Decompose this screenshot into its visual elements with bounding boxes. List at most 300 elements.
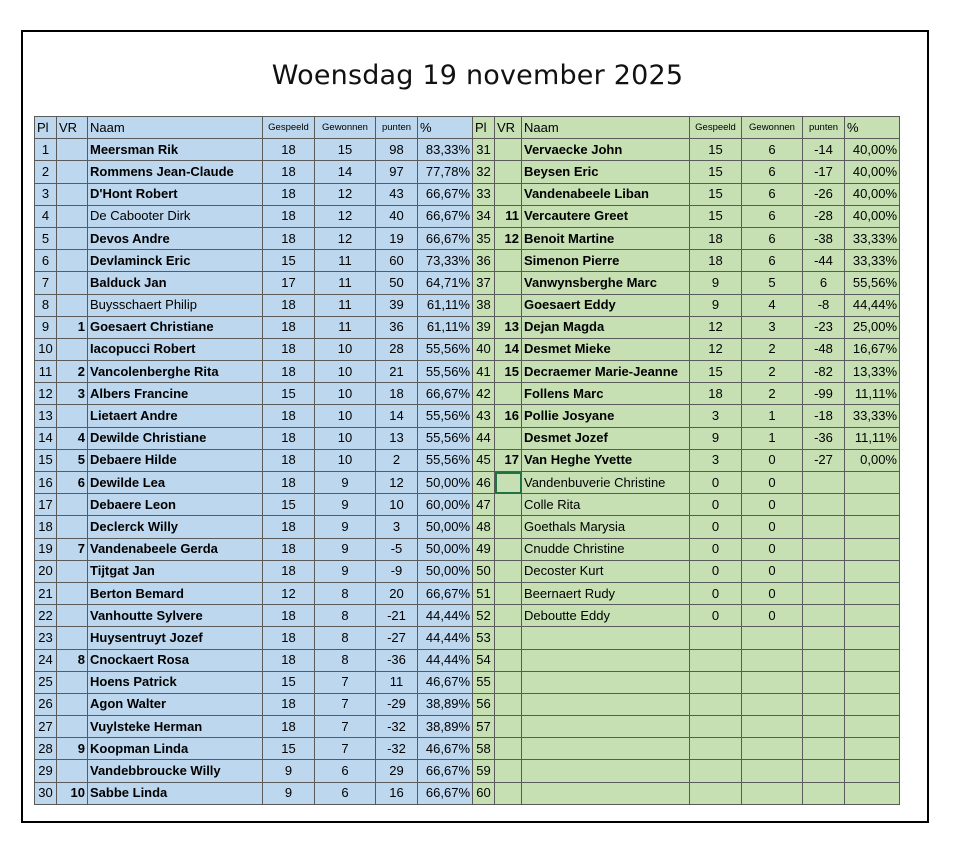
cell-punten[interactable]: -36 [376,649,418,671]
cell-percent[interactable] [845,494,900,516]
cell-punten[interactable] [803,516,845,538]
cell-pl[interactable]: 29 [35,760,57,782]
cell-pl[interactable]: 33 [473,183,495,205]
cell-gespeeld[interactable]: 18 [263,183,315,205]
cell-gespeeld[interactable]: 15 [263,494,315,516]
cell-pl[interactable]: 3 [35,183,57,205]
cell-percent[interactable]: 55,56% [418,427,473,449]
cell-punten[interactable]: 18 [376,383,418,405]
cell-pl[interactable]: 6 [35,250,57,272]
cell-gewonnen[interactable]: 6 [742,250,803,272]
cell-punten[interactable]: 12 [376,472,418,494]
cell-vr[interactable] [57,560,88,582]
cell-naam[interactable]: Vuylsteke Herman [88,716,263,738]
cell-gespeeld[interactable]: 3 [690,449,742,471]
cell-naam[interactable]: Devos Andre [88,227,263,249]
cell-gespeeld[interactable]: 12 [263,582,315,604]
cell-gespeeld[interactable]: 18 [690,383,742,405]
cell-percent[interactable]: 44,44% [845,294,900,316]
cell-gewonnen[interactable]: 0 [742,582,803,604]
cell-gespeeld[interactable]: 18 [263,294,315,316]
cell-punten[interactable]: 28 [376,338,418,360]
cell-percent[interactable]: 66,67% [418,227,473,249]
cell-percent[interactable]: 66,67% [418,383,473,405]
cell-gespeeld[interactable] [690,693,742,715]
cell-pl[interactable]: 49 [473,538,495,560]
cell-pl[interactable]: 34 [473,205,495,227]
cell-percent[interactable]: 44,44% [418,649,473,671]
cell-pl[interactable]: 17 [35,494,57,516]
cell-naam[interactable]: Albers Francine [88,383,263,405]
cell-punten[interactable] [803,605,845,627]
cell-naam[interactable]: Vanhoutte Sylvere [88,605,263,627]
cell-pl[interactable]: 32 [473,161,495,183]
cell-pl[interactable]: 58 [473,738,495,760]
cell-pl[interactable]: 41 [473,361,495,383]
cell-pl[interactable]: 45 [473,449,495,471]
cell-percent[interactable]: 55,56% [418,405,473,427]
cell-naam[interactable]: Debaere Leon [88,494,263,516]
cell-pl[interactable]: 1 [35,139,57,161]
cell-percent[interactable]: 55,56% [845,272,900,294]
cell-percent[interactable]: 40,00% [845,205,900,227]
cell-vr[interactable] [495,472,522,494]
cell-gespeeld[interactable]: 9 [263,782,315,804]
cell-pl[interactable]: 54 [473,649,495,671]
cell-gewonnen[interactable]: 0 [742,538,803,560]
cell-punten[interactable]: -32 [376,738,418,760]
cell-pl[interactable]: 12 [35,383,57,405]
cell-vr[interactable] [57,272,88,294]
cell-percent[interactable]: 38,89% [418,716,473,738]
cell-percent[interactable]: 50,00% [418,472,473,494]
cell-percent[interactable]: 73,33% [418,250,473,272]
cell-vr[interactable]: 8 [57,649,88,671]
cell-percent[interactable]: 50,00% [418,560,473,582]
cell-percent[interactable]: 66,67% [418,760,473,782]
cell-percent[interactable] [845,605,900,627]
cell-vr[interactable] [495,582,522,604]
cell-gespeeld[interactable]: 18 [263,605,315,627]
cell-punten[interactable]: -48 [803,338,845,360]
cell-naam[interactable]: Benoit Martine [522,227,690,249]
cell-gewonnen[interactable]: 2 [742,383,803,405]
cell-vr[interactable]: 14 [495,338,522,360]
cell-gespeeld[interactable]: 18 [263,516,315,538]
cell-gespeeld[interactable]: 9 [690,427,742,449]
cell-percent[interactable] [845,560,900,582]
cell-punten[interactable]: 60 [376,250,418,272]
cell-pl[interactable]: 2 [35,161,57,183]
cell-naam[interactable]: Buysschaert Philip [88,294,263,316]
cell-punten[interactable] [803,560,845,582]
cell-gewonnen[interactable] [742,693,803,715]
cell-percent[interactable]: 33,33% [845,250,900,272]
cell-gespeeld[interactable] [690,716,742,738]
cell-naam[interactable]: Goethals Marysia [522,516,690,538]
cell-vr[interactable]: 4 [57,427,88,449]
cell-gespeeld[interactable]: 12 [690,316,742,338]
cell-naam[interactable] [522,782,690,804]
cell-vr[interactable]: 13 [495,316,522,338]
cell-pl[interactable]: 15 [35,449,57,471]
cell-vr[interactable] [57,405,88,427]
cell-gewonnen[interactable] [742,738,803,760]
cell-gespeeld[interactable] [690,671,742,693]
cell-percent[interactable]: 61,11% [418,316,473,338]
cell-gewonnen[interactable]: 15 [315,139,376,161]
cell-vr[interactable] [495,538,522,560]
cell-pl[interactable]: 24 [35,649,57,671]
cell-gespeeld[interactable]: 18 [263,361,315,383]
cell-percent[interactable]: 0,00% [845,449,900,471]
cell-naam[interactable]: Rommens Jean-Claude [88,161,263,183]
cell-gespeeld[interactable]: 15 [263,671,315,693]
cell-naam[interactable]: Vanwynsberghe Marc [522,272,690,294]
cell-pl[interactable]: 55 [473,671,495,693]
cell-gewonnen[interactable]: 1 [742,405,803,427]
cell-gespeeld[interactable]: 0 [690,560,742,582]
cell-naam[interactable] [522,760,690,782]
cell-naam[interactable]: Meersman Rik [88,139,263,161]
cell-pl[interactable]: 10 [35,338,57,360]
cell-punten[interactable] [803,738,845,760]
cell-percent[interactable]: 55,56% [418,361,473,383]
cell-punten[interactable]: 20 [376,582,418,604]
cell-naam[interactable]: Deboutte Eddy [522,605,690,627]
cell-percent[interactable]: 60,00% [418,494,473,516]
cell-vr[interactable]: 5 [57,449,88,471]
cell-gewonnen[interactable] [742,760,803,782]
cell-pl[interactable]: 59 [473,760,495,782]
cell-punten[interactable] [803,538,845,560]
cell-naam[interactable]: Hoens Patrick [88,671,263,693]
cell-naam[interactable]: Beysen Eric [522,161,690,183]
cell-vr[interactable] [57,716,88,738]
cell-naam[interactable]: Debaere Hilde [88,449,263,471]
cell-gespeeld[interactable]: 18 [263,693,315,715]
cell-gespeeld[interactable]: 18 [263,338,315,360]
cell-gewonnen[interactable]: 0 [742,560,803,582]
cell-gespeeld[interactable]: 9 [263,760,315,782]
cell-pl[interactable]: 14 [35,427,57,449]
cell-gespeeld[interactable]: 0 [690,582,742,604]
cell-naam[interactable]: Sabbe Linda [88,782,263,804]
cell-percent[interactable] [845,472,900,494]
cell-vr[interactable] [495,139,522,161]
cell-percent[interactable]: 50,00% [418,538,473,560]
cell-vr[interactable] [57,183,88,205]
cell-gespeeld[interactable] [690,627,742,649]
cell-vr[interactable]: 17 [495,449,522,471]
cell-naam[interactable]: Beernaert Rudy [522,582,690,604]
cell-naam[interactable]: Cnudde Christine [522,538,690,560]
cell-vr[interactable] [57,693,88,715]
cell-pl[interactable]: 52 [473,605,495,627]
cell-percent[interactable]: 66,67% [418,205,473,227]
cell-punten[interactable]: 97 [376,161,418,183]
cell-pl[interactable]: 60 [473,782,495,804]
cell-gespeeld[interactable]: 18 [263,139,315,161]
cell-gespeeld[interactable]: 15 [690,183,742,205]
cell-punten[interactable]: 36 [376,316,418,338]
cell-naam[interactable]: Balduck Jan [88,272,263,294]
cell-percent[interactable]: 55,56% [418,449,473,471]
cell-pl[interactable]: 28 [35,738,57,760]
cell-gewonnen[interactable]: 9 [315,494,376,516]
cell-gespeeld[interactable] [690,738,742,760]
cell-pl[interactable]: 8 [35,294,57,316]
cell-punten[interactable] [803,472,845,494]
cell-gewonnen[interactable]: 9 [315,516,376,538]
cell-punten[interactable]: 21 [376,361,418,383]
cell-gespeeld[interactable]: 15 [690,161,742,183]
cell-vr[interactable]: 6 [57,472,88,494]
cell-percent[interactable]: 61,11% [418,294,473,316]
cell-punten[interactable]: -26 [803,183,845,205]
cell-vr[interactable] [495,716,522,738]
cell-vr[interactable] [495,560,522,582]
cell-vr[interactable] [57,294,88,316]
cell-punten[interactable]: 10 [376,494,418,516]
cell-pl[interactable]: 42 [473,383,495,405]
cell-gespeeld[interactable]: 0 [690,516,742,538]
cell-gewonnen[interactable]: 6 [742,205,803,227]
cell-pl[interactable]: 43 [473,405,495,427]
cell-pl[interactable]: 31 [473,139,495,161]
cell-gewonnen[interactable] [742,671,803,693]
cell-naam[interactable]: Vandenabeele Liban [522,183,690,205]
cell-vr[interactable] [495,738,522,760]
cell-gespeeld[interactable]: 0 [690,494,742,516]
cell-naam[interactable]: Desmet Jozef [522,427,690,449]
cell-punten[interactable]: 29 [376,760,418,782]
cell-pl[interactable]: 18 [35,516,57,538]
cell-naam[interactable]: Berton Bemard [88,582,263,604]
cell-vr[interactable] [57,516,88,538]
cell-gespeeld[interactable]: 18 [263,161,315,183]
cell-percent[interactable] [845,716,900,738]
cell-percent[interactable]: 83,33% [418,139,473,161]
cell-punten[interactable]: -17 [803,161,845,183]
cell-naam[interactable]: Simenon Pierre [522,250,690,272]
cell-vr[interactable]: 7 [57,538,88,560]
cell-vr[interactable] [495,760,522,782]
cell-percent[interactable]: 13,33% [845,361,900,383]
cell-naam[interactable] [522,627,690,649]
cell-gespeeld[interactable]: 18 [263,538,315,560]
cell-gespeeld[interactable]: 18 [263,449,315,471]
cell-vr[interactable] [495,161,522,183]
cell-pl[interactable]: 19 [35,538,57,560]
cell-percent[interactable]: 38,89% [418,693,473,715]
cell-gespeeld[interactable]: 18 [263,427,315,449]
cell-gespeeld[interactable]: 15 [690,139,742,161]
cell-percent[interactable]: 77,78% [418,161,473,183]
cell-gewonnen[interactable]: 11 [315,272,376,294]
cell-pl[interactable]: 47 [473,494,495,516]
cell-vr[interactable] [57,671,88,693]
cell-pl[interactable]: 44 [473,427,495,449]
cell-gespeeld[interactable]: 3 [690,405,742,427]
cell-gewonnen[interactable]: 11 [315,250,376,272]
cell-gespeeld[interactable]: 12 [690,338,742,360]
cell-punten[interactable]: -21 [376,605,418,627]
cell-naam[interactable]: Desmet Mieke [522,338,690,360]
cell-naam[interactable]: Devlaminck Eric [88,250,263,272]
cell-pl[interactable]: 53 [473,627,495,649]
cell-vr[interactable] [57,605,88,627]
cell-gewonnen[interactable] [742,649,803,671]
cell-pl[interactable]: 35 [473,227,495,249]
cell-gespeeld[interactable]: 18 [263,472,315,494]
cell-punten[interactable]: -28 [803,205,845,227]
cell-naam[interactable]: Huysentruyt Jozef [88,627,263,649]
cell-percent[interactable]: 44,44% [418,627,473,649]
cell-naam[interactable]: Lietaert Andre [88,405,263,427]
cell-gespeeld[interactable]: 0 [690,538,742,560]
cell-naam[interactable]: Vandenbuverie Christine [522,472,690,494]
cell-naam[interactable] [522,649,690,671]
cell-naam[interactable]: Vervaecke John [522,139,690,161]
cell-gewonnen[interactable]: 8 [315,649,376,671]
cell-punten[interactable]: 14 [376,405,418,427]
cell-gewonnen[interactable]: 6 [742,139,803,161]
cell-gewonnen[interactable]: 6 [315,760,376,782]
cell-gewonnen[interactable]: 7 [315,716,376,738]
cell-gewonnen[interactable]: 7 [315,738,376,760]
cell-percent[interactable] [845,538,900,560]
cell-gespeeld[interactable] [690,649,742,671]
cell-punten[interactable]: 19 [376,227,418,249]
cell-vr[interactable]: 16 [495,405,522,427]
cell-gespeeld[interactable]: 15 [263,250,315,272]
cell-pl[interactable]: 37 [473,272,495,294]
cell-pl[interactable]: 23 [35,627,57,649]
cell-vr[interactable] [495,516,522,538]
cell-vr[interactable] [495,605,522,627]
cell-gewonnen[interactable]: 10 [315,338,376,360]
cell-gespeeld[interactable]: 18 [690,227,742,249]
cell-gewonnen[interactable] [742,782,803,804]
cell-percent[interactable]: 50,00% [418,516,473,538]
cell-gespeeld[interactable] [690,760,742,782]
cell-pl[interactable]: 4 [35,205,57,227]
cell-punten[interactable]: -38 [803,227,845,249]
cell-vr[interactable] [495,294,522,316]
cell-vr[interactable] [57,338,88,360]
cell-naam[interactable]: Dewilde Christiane [88,427,263,449]
cell-punten[interactable]: -5 [376,538,418,560]
cell-gewonnen[interactable]: 7 [315,693,376,715]
cell-gewonnen[interactable]: 10 [315,427,376,449]
cell-percent[interactable]: 16,67% [845,338,900,360]
cell-naam[interactable]: Dewilde Lea [88,472,263,494]
cell-naam[interactable]: Vandenabeele Gerda [88,538,263,560]
cell-pl[interactable]: 48 [473,516,495,538]
cell-vr[interactable]: 11 [495,205,522,227]
cell-punten[interactable]: -27 [376,627,418,649]
cell-percent[interactable] [845,627,900,649]
cell-pl[interactable]: 16 [35,472,57,494]
cell-vr[interactable] [57,250,88,272]
cell-punten[interactable]: -29 [376,693,418,715]
cell-pl[interactable]: 9 [35,316,57,338]
cell-punten[interactable]: -14 [803,139,845,161]
cell-pl[interactable]: 46 [473,472,495,494]
cell-punten[interactable]: 13 [376,427,418,449]
cell-pl[interactable]: 26 [35,693,57,715]
cell-percent[interactable] [845,760,900,782]
cell-percent[interactable]: 40,00% [845,139,900,161]
cell-pl[interactable]: 21 [35,582,57,604]
cell-punten[interactable] [803,582,845,604]
cell-gespeeld[interactable]: 18 [263,227,315,249]
cell-gespeeld[interactable]: 0 [690,472,742,494]
cell-gewonnen[interactable]: 8 [315,627,376,649]
cell-percent[interactable] [845,671,900,693]
cell-pl[interactable]: 20 [35,560,57,582]
cell-punten[interactable] [803,782,845,804]
cell-percent[interactable] [845,649,900,671]
cell-vr[interactable] [495,782,522,804]
cell-pl[interactable]: 5 [35,227,57,249]
cell-punten[interactable]: 43 [376,183,418,205]
cell-gewonnen[interactable]: 6 [742,227,803,249]
cell-pl[interactable]: 50 [473,560,495,582]
cell-naam[interactable] [522,693,690,715]
cell-gewonnen[interactable] [742,627,803,649]
cell-naam[interactable]: Goesaert Christiane [88,316,263,338]
cell-punten[interactable]: -99 [803,383,845,405]
cell-gespeeld[interactable]: 9 [690,294,742,316]
cell-naam[interactable]: Vandebbroucke Willy [88,760,263,782]
cell-gewonnen[interactable]: 5 [742,272,803,294]
cell-gewonnen[interactable]: 3 [742,316,803,338]
cell-punten[interactable]: -36 [803,427,845,449]
cell-punten[interactable] [803,760,845,782]
cell-vr[interactable]: 10 [57,782,88,804]
cell-punten[interactable]: 40 [376,205,418,227]
cell-gewonnen[interactable]: 7 [315,671,376,693]
cell-punten[interactable]: 98 [376,139,418,161]
cell-gewonnen[interactable]: 10 [315,449,376,471]
cell-punten[interactable] [803,649,845,671]
cell-vr[interactable] [57,760,88,782]
cell-vr[interactable] [57,227,88,249]
cell-percent[interactable]: 46,67% [418,738,473,760]
cell-punten[interactable] [803,671,845,693]
cell-gewonnen[interactable]: 6 [742,161,803,183]
cell-gewonnen[interactable]: 0 [742,449,803,471]
cell-percent[interactable]: 66,67% [418,782,473,804]
cell-pl[interactable]: 40 [473,338,495,360]
cell-naam[interactable]: Iacopucci Robert [88,338,263,360]
cell-vr[interactable]: 2 [57,361,88,383]
cell-gewonnen[interactable]: 2 [742,338,803,360]
cell-punten[interactable]: -23 [803,316,845,338]
cell-naam[interactable]: Decraemer Marie-Jeanne [522,361,690,383]
cell-gewonnen[interactable]: 10 [315,361,376,383]
cell-percent[interactable]: 11,11% [845,427,900,449]
cell-pl[interactable]: 51 [473,582,495,604]
cell-gewonnen[interactable]: 10 [315,405,376,427]
cell-gewonnen[interactable]: 2 [742,361,803,383]
cell-vr[interactable] [495,383,522,405]
cell-gewonnen[interactable]: 9 [315,472,376,494]
cell-gewonnen[interactable]: 10 [315,383,376,405]
cell-naam[interactable]: Cnockaert Rosa [88,649,263,671]
